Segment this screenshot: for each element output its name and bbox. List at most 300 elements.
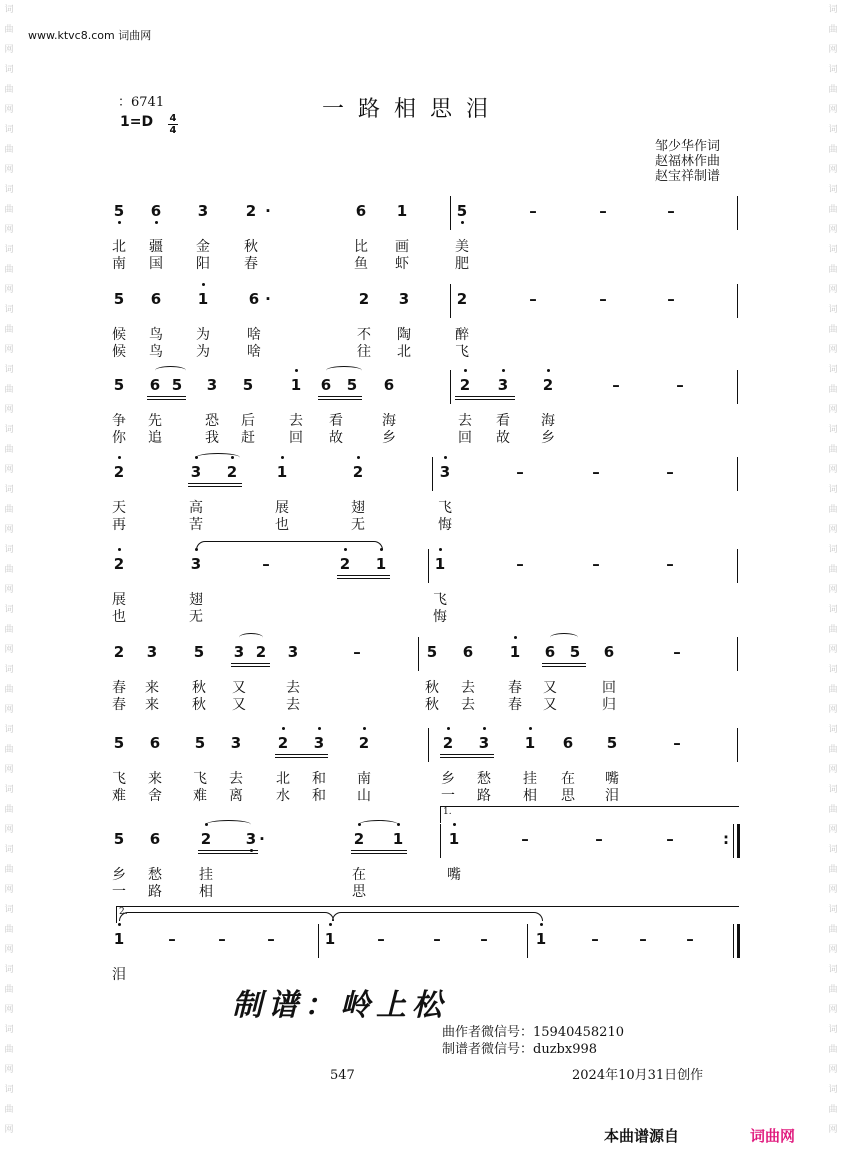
sustain-dash: – — [599, 202, 607, 220]
lyric-verse-1: 恐 — [205, 413, 219, 429]
lyric-verse-2: 回 — [289, 430, 303, 446]
sustain-dash: – — [639, 930, 647, 948]
lyric-verse-1: 后 — [241, 413, 255, 429]
high-octave-dot — [444, 456, 447, 459]
note: 5 — [242, 376, 254, 394]
end-barline — [737, 924, 740, 958]
lyric-verse-1: 先 — [148, 413, 162, 429]
lyric-verse-1: 高 — [189, 500, 203, 516]
lyric-verse-1: 醉 — [455, 327, 469, 343]
lyric-verse-2: 鱼 — [354, 256, 368, 272]
lyric-verse-2: 秋 — [425, 697, 439, 713]
credits — [655, 139, 720, 184]
end-barline — [737, 549, 738, 583]
lyric-verse-2: 乡 — [382, 430, 396, 446]
left-margin-watermark: 词曲网词曲网词曲网词曲网词曲网词曲网词曲网词曲网词曲网词曲网词曲网词曲网词曲网词曲网词曲网词曲网词曲网词曲网词曲网 — [4, 5, 14, 1135]
augmentation-dot: · — [265, 202, 271, 220]
note: 3 — [190, 463, 202, 481]
arranger-wechat: 制谱者微信号：duzbx998 — [442, 1042, 598, 1057]
lyric-verse-2: 相 — [199, 884, 213, 900]
note: 1 — [434, 555, 446, 573]
note: 5 — [426, 643, 438, 661]
lyric-verse-2: 赶 — [241, 430, 255, 446]
barline — [440, 824, 441, 858]
high-octave-dot — [483, 727, 486, 730]
lyric-verse-2: 难 — [193, 788, 207, 804]
lyric-verse-2: 又 — [543, 697, 557, 713]
sustain-dash: – — [612, 376, 620, 394]
barline — [318, 924, 319, 958]
sustain-dash: – — [595, 830, 603, 848]
sustain-dash: – — [529, 202, 537, 220]
lyric-verse-1: 乡 — [441, 771, 455, 787]
high-octave-dot — [514, 636, 517, 639]
beam-underline — [198, 853, 258, 854]
lyric-verse-1: 去 — [458, 413, 472, 429]
lyric-verse-2: 鸟 — [149, 344, 163, 360]
sustain-dash: – — [592, 463, 600, 481]
note: 5 — [113, 734, 125, 752]
lyric-verse-1: 看 — [329, 413, 343, 429]
note: 3 — [206, 376, 218, 394]
note: 2 — [277, 734, 289, 752]
lyric-verse-2: 也 — [275, 517, 289, 533]
sustain-dash: – — [676, 376, 684, 394]
volta-bracket — [440, 806, 739, 823]
lyric-verse-2: 去 — [286, 697, 300, 713]
sustain-dash: – — [433, 930, 441, 948]
site-name: 词曲网 — [118, 29, 152, 42]
lyric-verse-2: 再 — [112, 517, 126, 533]
lyric-verse-1: 飞 — [433, 592, 447, 608]
note: 2 — [113, 555, 125, 573]
lyric-verse-2: 无 — [189, 609, 203, 625]
note: 1 — [290, 376, 302, 394]
sustain-dash: – — [686, 930, 694, 948]
high-octave-dot — [357, 456, 360, 459]
lyric-verse-1: 嘴 — [447, 867, 461, 883]
lyric-verse-2: 北 — [397, 344, 411, 360]
lyric-verse-1: 疆 — [149, 239, 163, 255]
barline — [432, 457, 433, 491]
tie-slur — [550, 633, 578, 642]
high-octave-dot — [282, 727, 285, 730]
lyric-verse-1: 回 — [602, 680, 616, 696]
lyric-verse-1: 争 — [112, 413, 126, 429]
page-number: 547 — [330, 1068, 355, 1083]
sustain-dash: – — [673, 643, 681, 661]
lyric-verse-1: 飞 — [112, 771, 126, 787]
end-barline — [737, 196, 738, 230]
composer-credit: 赵福林作曲 — [654, 154, 720, 169]
lyric-verse-2: 离 — [229, 788, 243, 804]
sustain-dash: – — [516, 463, 524, 481]
high-octave-dot — [318, 727, 321, 730]
lyric-verse-2: 去 — [461, 697, 475, 713]
high-octave-dot — [547, 369, 550, 372]
low-octave-dot — [155, 221, 158, 224]
arranger-credit: 赵宝祥制谱 — [654, 169, 720, 184]
lyric-verse-1: 海 — [541, 413, 555, 429]
note: 5 — [113, 376, 125, 394]
end-barline — [737, 637, 738, 671]
beam-underline — [147, 396, 186, 397]
note: 3 — [398, 290, 410, 308]
high-octave-dot — [295, 369, 298, 372]
lyric-verse-2: 虾 — [395, 256, 409, 272]
lyric-verse-2: 候 — [112, 344, 126, 360]
high-octave-dot — [453, 823, 456, 826]
beam-underline — [188, 486, 242, 487]
sustain-dash: – — [480, 930, 488, 948]
note: 5 — [606, 734, 618, 752]
end-barline — [737, 457, 738, 491]
sustain-dash: – — [591, 930, 599, 948]
lyric-verse-1: 鸟 — [149, 327, 163, 343]
lyric-verse-1: 美 — [455, 239, 469, 255]
beam-underline — [275, 754, 328, 755]
low-octave-dot — [461, 221, 464, 224]
beam-underline — [318, 396, 362, 397]
note: 3 — [245, 830, 257, 848]
lyric-verse-2: 难 — [112, 788, 126, 804]
note: 5 — [569, 643, 581, 661]
lyric-verse-1: 挂 — [199, 867, 213, 883]
lyric-verse-1: 候 — [112, 327, 126, 343]
sustain-dash: – — [666, 463, 674, 481]
note: 2 — [200, 830, 212, 848]
lyric-verse-1: 北 — [276, 771, 290, 787]
lyric-verse-1: 陶 — [397, 327, 411, 343]
lyric-verse-1: 来 — [148, 771, 162, 787]
lyric-verse-1: 愁 — [148, 867, 162, 883]
lyric-verse-2: 悔 — [438, 517, 452, 533]
lyric-verse-2: 飞 — [455, 344, 469, 360]
high-octave-dot — [529, 727, 532, 730]
note: 5 — [113, 830, 125, 848]
lyric-verse-2: 回 — [458, 430, 472, 446]
note: 1 — [448, 830, 460, 848]
lyric-verse-2: 南 — [112, 256, 126, 272]
lyric-verse-2: 一 — [112, 884, 126, 900]
lyric-verse-2: 来 — [145, 697, 159, 713]
lyric-verse-1: 金 — [196, 239, 210, 255]
note: 3 — [190, 555, 202, 573]
lyric-verse-1: 比 — [354, 239, 368, 255]
composition-date: 2024年10月31日创作 — [572, 1068, 704, 1083]
lyric-verse-2: 苦 — [189, 517, 203, 533]
beam-underline — [542, 663, 586, 664]
lyric-verse-2: 故 — [496, 430, 510, 446]
note: 2 — [456, 290, 468, 308]
high-octave-dot — [439, 548, 442, 551]
barline — [450, 284, 451, 318]
note: 2 — [459, 376, 471, 394]
lyric-verse-2: 归 — [602, 697, 616, 713]
sustain-dash: – — [667, 290, 675, 308]
barline — [450, 370, 451, 404]
high-octave-dot — [447, 727, 450, 730]
barline — [450, 196, 451, 230]
note: 2 — [353, 830, 365, 848]
note: 3 — [497, 376, 509, 394]
volta-number: 2. — [119, 907, 128, 917]
note: 1 — [375, 555, 387, 573]
beam-underline — [337, 575, 390, 576]
note: 1 — [392, 830, 404, 848]
lyric-verse-1: 春 — [508, 680, 522, 696]
sustain-dash: – — [673, 734, 681, 752]
lyric-verse-2: 无 — [351, 517, 365, 533]
barline — [428, 549, 429, 583]
lyric-verse-1: 秋 — [192, 680, 206, 696]
lyric-verse-2: 追 — [148, 430, 162, 446]
key-label: 1=D — [120, 114, 154, 130]
note: 6 — [562, 734, 574, 752]
note: 5 — [193, 643, 205, 661]
lyric-verse-2: 和 — [312, 788, 326, 804]
lyric-verse-1: 又 — [232, 680, 246, 696]
high-octave-dot — [540, 923, 543, 926]
sustain-dash: – — [377, 930, 385, 948]
tie-slur — [196, 453, 240, 462]
lyric-verse-1: 乡 — [112, 867, 126, 883]
lyric-verse-1: 翅 — [351, 500, 365, 516]
lyric-verse-2: 肥 — [455, 256, 469, 272]
beam-underline — [188, 483, 242, 484]
high-octave-dot — [118, 548, 121, 551]
augmentation-dot: · — [265, 290, 271, 308]
note: 2 — [358, 734, 370, 752]
note: 6 — [150, 202, 162, 220]
beam-underline — [198, 850, 258, 851]
note: 3 — [287, 643, 299, 661]
note: 6 — [248, 290, 260, 308]
lyric-verse-2: 为 — [196, 344, 210, 360]
lyric-verse-1: 看 — [496, 413, 510, 429]
lyric-verse-2: 阳 — [196, 256, 210, 272]
sustain-dash: – — [262, 555, 270, 573]
note: 2 — [339, 555, 351, 573]
lyric-verse-1: 去 — [286, 680, 300, 696]
lyric-verse-2: 春 — [244, 256, 258, 272]
beam-underline — [542, 666, 586, 667]
lyric-verse-2: 相 — [523, 788, 537, 804]
beam-underline — [440, 757, 494, 758]
note: 2 — [352, 463, 364, 481]
note: 3 — [233, 643, 245, 661]
note: 6 — [149, 376, 161, 394]
lyric-verse-2: 思 — [561, 788, 575, 804]
high-octave-dot — [118, 923, 121, 926]
end-barline — [733, 824, 734, 858]
lyric-verse-2: 又 — [232, 697, 246, 713]
lyric-verse-1: 春 — [112, 680, 126, 696]
sustain-dash: – — [666, 555, 674, 573]
lyric-verse-1: 又 — [543, 680, 557, 696]
note: 5 — [346, 376, 358, 394]
note: 1 — [197, 290, 209, 308]
lyric-verse-2: 路 — [148, 884, 162, 900]
phrase-slur — [196, 541, 383, 550]
high-octave-dot — [329, 923, 332, 926]
beam-underline — [147, 399, 186, 400]
lyric-verse-1: 去 — [229, 771, 243, 787]
end-barline — [737, 370, 738, 404]
high-octave-dot — [502, 369, 505, 372]
key-signature — [120, 114, 153, 130]
lyric-verse-2: 乡 — [541, 430, 555, 446]
lyric-verse-2: 水 — [276, 788, 290, 804]
note: 6 — [149, 830, 161, 848]
sustain-dash: – — [516, 555, 524, 573]
beam-underline — [455, 396, 515, 397]
end-barline — [737, 728, 738, 762]
lyric-verse-1: 飞 — [193, 771, 207, 787]
beam-underline — [440, 754, 494, 755]
lyric-verse-1: 展 — [275, 500, 289, 516]
note: 5 — [171, 376, 183, 394]
note: 6 — [462, 643, 474, 661]
lyric-verse-1: 北 — [112, 239, 126, 255]
note: 6 — [149, 734, 161, 752]
tie-slur — [206, 820, 251, 829]
lyric-verse-2: 国 — [149, 256, 163, 272]
note: 5 — [194, 734, 206, 752]
lyric-verse-1: 海 — [382, 413, 396, 429]
end-barline — [737, 824, 740, 858]
lyric-verse-2: 往 — [357, 344, 371, 360]
beam-underline — [275, 757, 328, 758]
contact-info — [442, 1024, 624, 1058]
lyric-verse-1: 愁 — [477, 771, 491, 787]
sustain-dash: – — [168, 930, 176, 948]
note: 2 — [442, 734, 454, 752]
sustain-dash: – — [218, 930, 226, 948]
beam-underline — [337, 578, 390, 579]
end-barline — [737, 284, 738, 318]
lyric-verse-2: 悔 — [433, 609, 447, 625]
lyric-verse-1: 飞 — [438, 500, 452, 516]
augmentation-dot: · — [259, 830, 265, 848]
lyric-verse-1: 翅 — [189, 592, 203, 608]
tie-slur — [359, 820, 398, 829]
sustain-dash: – — [521, 830, 529, 848]
high-octave-dot — [281, 456, 284, 459]
high-octave-dot — [363, 727, 366, 730]
note: 3 — [230, 734, 242, 752]
page-title: 一路相思泪 — [322, 97, 503, 122]
barline — [428, 728, 429, 762]
lyric-verse-2: 路 — [477, 788, 491, 804]
note: 3 — [197, 202, 209, 220]
beam-underline — [455, 399, 515, 400]
lyric-verse-1: 秋 — [425, 680, 439, 696]
sustain-dash: – — [599, 290, 607, 308]
sustain-dash: – — [353, 643, 361, 661]
lyric-verse-2: 一 — [441, 788, 455, 804]
low-octave-dot — [118, 221, 121, 224]
note: 1 — [113, 930, 125, 948]
lyric-verse-2: 泪 — [605, 788, 619, 804]
sustain-dash: – — [592, 555, 600, 573]
lyric-verse-1: 去 — [289, 413, 303, 429]
sustain-dash: – — [529, 290, 537, 308]
lyric-verse-2: 山 — [357, 788, 371, 804]
lyric-verse-1: 在 — [352, 867, 366, 883]
high-octave-dot — [202, 283, 205, 286]
note: 5 — [113, 290, 125, 308]
volta-number: 1. — [443, 807, 452, 817]
end-barline — [733, 924, 734, 958]
lyric-verse-1: 在 — [561, 771, 575, 787]
note: 6 — [544, 643, 556, 661]
footer-source: 本曲谱源自 — [604, 1127, 680, 1145]
barline — [527, 924, 528, 958]
lyric-verse-2: 秋 — [192, 697, 206, 713]
note: 3 — [146, 643, 158, 661]
barline — [418, 637, 419, 671]
footer-brand[interactable]: 词曲网 — [750, 1127, 796, 1145]
note: : — [723, 830, 729, 848]
site-url[interactable]: www.ktvc8.com — [28, 29, 115, 42]
lyric-verse-1: 去 — [461, 680, 475, 696]
lyric-verse-1: 天 — [112, 500, 126, 516]
note: 2 — [113, 643, 125, 661]
volta-bracket — [116, 906, 739, 923]
time-signature: 4 4 — [169, 113, 177, 136]
note: 5 — [456, 202, 468, 220]
lyric-verse-1: 挂 — [523, 771, 537, 787]
lyric-verse-2: 舍 — [148, 788, 162, 804]
note: 1 — [524, 734, 536, 752]
note: 6 — [320, 376, 332, 394]
tie-slur — [326, 366, 362, 375]
beam-underline — [351, 853, 407, 854]
note: 6 — [355, 202, 367, 220]
note: 3 — [313, 734, 325, 752]
lyric-verse-2: 思 — [352, 884, 366, 900]
tie-slur — [155, 366, 186, 375]
site-header — [28, 27, 151, 43]
note: 2 — [113, 463, 125, 481]
lyric-verse-1: 和 — [312, 771, 326, 787]
lyric-verse-2: 我 — [205, 430, 219, 446]
lyric-verse-1: 不 — [357, 327, 371, 343]
note: 2 — [226, 463, 238, 481]
lyric-verse-1: 画 — [395, 239, 409, 255]
lyric-verse-2: 春 — [508, 697, 522, 713]
lyric-verse-1: 为 — [196, 327, 210, 343]
note: 2 — [358, 290, 370, 308]
note: 1 — [324, 930, 336, 948]
note: 6 — [603, 643, 615, 661]
lyric-verse-2: 春 — [112, 697, 126, 713]
note: 2 — [542, 376, 554, 394]
lyric-verse-1: 南 — [357, 771, 371, 787]
note: 1 — [396, 202, 408, 220]
right-margin-watermark: 词曲网词曲网词曲网词曲网词曲网词曲网词曲网词曲网词曲网词曲网词曲网词曲网词曲网词曲网词曲网词曲网词曲网词曲网词曲网 — [828, 5, 838, 1135]
lyric-verse-1: 来 — [145, 680, 159, 696]
note: 1 — [535, 930, 547, 948]
beam-underline — [351, 850, 407, 851]
lyric-verse-2: 啥 — [247, 344, 261, 360]
score-id: ：6741 — [118, 95, 165, 110]
note: 1 — [276, 463, 288, 481]
composer-wechat: 曲作者微信号：15940458210 — [442, 1025, 624, 1040]
note: 3 — [439, 463, 451, 481]
high-octave-dot — [118, 456, 121, 459]
